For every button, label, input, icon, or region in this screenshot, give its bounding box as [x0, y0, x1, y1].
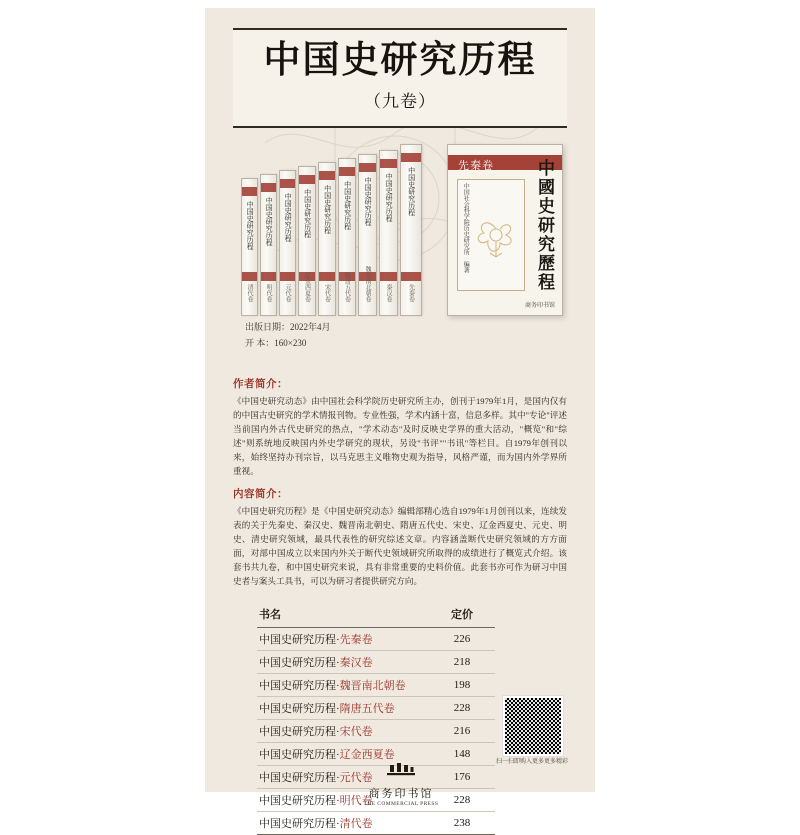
poster-card [205, 8, 595, 830]
commercial-press-logo-icon [386, 760, 416, 778]
spine-volume: 辽金西夏卷 [303, 272, 310, 302]
column-header-price: 定价 [429, 602, 495, 628]
book-stack-image [233, 136, 567, 316]
publisher-name-cn: 商务印书馆 [368, 788, 434, 800]
book-spine [241, 178, 258, 316]
content-intro-section [233, 486, 567, 589]
cell-book-name [257, 697, 429, 720]
spine-band [380, 159, 397, 168]
table-row [257, 628, 495, 651]
author-intro-section [233, 376, 567, 479]
cell-price: 218 [429, 651, 495, 674]
content-intro-heading: 内容简介： [233, 489, 288, 500]
book-spine [318, 162, 336, 316]
cover-volume-badge: 先秦卷 [458, 160, 494, 172]
spine-title: 中国史研究历程 [246, 201, 255, 250]
cell-book-name [257, 628, 429, 651]
book-spine [338, 158, 356, 316]
column-header-book-name: 书名 [257, 602, 429, 628]
book-name-prefix: 中国史研究历程· [259, 680, 340, 692]
spine-title: 中国史研究历程 [385, 173, 394, 222]
spine-title: 中国史研究历程 [364, 177, 373, 226]
book-spine [358, 154, 377, 316]
author-intro-heading: 作者简介： [233, 379, 288, 390]
spine-band [299, 175, 315, 184]
table-row [257, 720, 495, 743]
cover-title: 中國史研究歷程 [535, 159, 554, 292]
cell-price: 216 [429, 720, 495, 743]
cell-price: 228 [429, 697, 495, 720]
cell-price: 228 [429, 789, 495, 812]
spine-title: 中国史研究历程 [284, 193, 293, 242]
publication-meta [245, 320, 331, 352]
spine-band [401, 153, 421, 162]
book-name-volume: 元代卷 [339, 772, 373, 784]
spine-band [380, 272, 397, 281]
cell-price: 226 [429, 628, 495, 651]
book-name-volume: 隋唐五代卷 [339, 703, 395, 715]
book-name-prefix: 中国史研究历程· [259, 795, 340, 807]
spine-band [401, 272, 421, 281]
poster-title-block [233, 28, 567, 128]
cell-price: 148 [429, 743, 495, 766]
spine-volume: 宋代卷 [323, 284, 330, 302]
cell-price: 176 [429, 766, 495, 789]
cell-book-name [257, 720, 429, 743]
spine-band [261, 272, 276, 281]
spine-volume: 秦汉卷 [385, 284, 391, 302]
author-intro-body: 《中国史研究动态》由中国社会科学院历史研究所主办，创刊于1979年1月，是国内仅有的中国古史研究的学术情报刊物。专业性强，学术内涵十富，信息多样。其中"专论"评述当前国内外古代史研究的热点，"学术动态"及时反映史学界的重大活动，"概览"和"综述"则系统地反映国内外史学研究的现状，另设"书评""书讯"等栏目。自1979年创刊以来，始终坚持办刊宗旨，以马克思主义唯物史观为指导，风格严谨，而为国内外学界所重视。 [233, 396, 567, 476]
book-name-volume: 宋代卷 [339, 726, 373, 738]
table-row [257, 651, 495, 674]
spine-volume: 先秦卷 [407, 284, 414, 302]
spine-band [242, 272, 257, 281]
meta-publish-date: 出版日期：2022年4月 [245, 322, 331, 332]
table-header-row [257, 602, 495, 628]
cover-author-line: 中国社会科学院历史研究所 编著 [462, 183, 469, 273]
table-row [257, 697, 495, 720]
cell-book-name [257, 674, 429, 697]
spine-band [280, 179, 295, 188]
book-name-volume: 先秦卷 [339, 634, 373, 646]
flower-ornament-icon [470, 209, 522, 261]
spine-title: 中国史研究历程 [323, 185, 332, 234]
front-book-cover [447, 144, 563, 316]
spine-band [319, 171, 335, 180]
spine-volume: 明代卷 [265, 284, 271, 302]
book-name-volume: 辽金西夏卷 [339, 749, 395, 761]
table-row [257, 674, 495, 697]
publisher-name-en: THE COMMERCIAL PRESS [363, 801, 439, 807]
book-name-volume: 魏晋南北朝卷 [339, 680, 406, 692]
spine-band [339, 167, 355, 176]
book-name-prefix: 中国史研究历程· [259, 818, 340, 830]
qr-code[interactable] [503, 696, 563, 756]
spine-volume: 清代卷 [246, 284, 252, 302]
book-name-prefix: 中国史研究历程· [259, 634, 340, 646]
meta-book-size: 开 本：160×230 [245, 337, 307, 348]
content-intro-body: 《中国史研究历程》是《中国史研究动态》编辑部精心选自1979年1月创刊以来，连续发表的关于先秦史、秦汉史、魏晋南北朝史、隋唐五代史、宋史、辽金西夏史、元史、明史、清史研究领域，最具代表性的研究综述文章。内容涵盖断代史研究领域的方方面面，对部中国成立以来国内外关于断代史领域研究所取得的成绩进行了概览式介绍。该套书共九卷，和中国史研究来说，具有非常重要的史料价值。此套书亦可作为研习中国史者与案头工具书，可以为研习者提供研究方向。 [233, 506, 567, 586]
book-name-prefix: 中国史研究历程· [259, 726, 340, 738]
cell-price: 238 [429, 812, 495, 835]
cell-book-name [257, 651, 429, 674]
spine-band [242, 187, 257, 196]
book-spine [279, 170, 296, 316]
spine-band [319, 272, 335, 281]
spine-volume: 隋唐五代卷 [343, 272, 350, 302]
book-name-prefix: 中国史研究历程· [259, 749, 340, 761]
spine-title: 中国史研究历程 [343, 181, 352, 230]
spine-band [280, 272, 295, 281]
spine-title: 中国史研究历程 [303, 189, 312, 238]
book-spine [260, 174, 277, 316]
spine-band [359, 163, 376, 172]
cell-price: 198 [429, 674, 495, 697]
cover-publisher: 商务印书馆 [524, 303, 555, 309]
book-name-prefix: 中国史研究历程· [259, 772, 340, 784]
spine-title: 中国史研究历程 [407, 167, 416, 216]
spine-title: 中国史研究历程 [265, 197, 274, 246]
book-spine [400, 144, 422, 316]
spine-band [261, 183, 276, 192]
book-spine [379, 150, 398, 316]
book-name-volume: 明代卷 [339, 795, 373, 807]
publisher-logo [345, 760, 457, 807]
spine-volume: 元代卷 [284, 284, 290, 302]
spine-volume: 魏晋南北朝卷 [364, 266, 370, 302]
page-subtitle: （九卷） [364, 91, 436, 111]
book-name-prefix: 中国史研究历程· [259, 703, 340, 715]
book-name-volume: 清代卷 [339, 818, 373, 830]
book-name-volume: 秦汉卷 [339, 657, 373, 669]
page-title: 中国史研究历程 [263, 40, 537, 81]
qr-code-caption: 扫一扫即购入更多更多精彩 [495, 759, 568, 765]
cell-book-name [257, 812, 429, 835]
book-spine [298, 166, 316, 316]
book-name-prefix: 中国史研究历程· [259, 657, 340, 669]
table-row [257, 812, 495, 835]
